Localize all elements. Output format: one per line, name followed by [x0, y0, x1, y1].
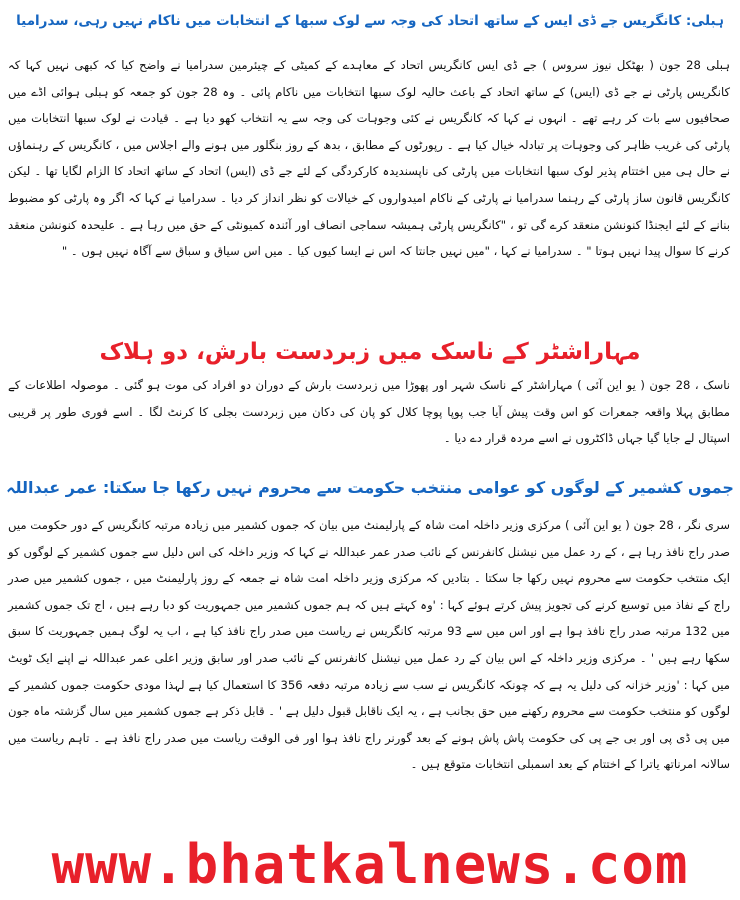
headline-kashmir-omar-abdullah: جموں کشمیر کے لوگوں کو عوامی منتخب حکومت سے محروم نہیں رکھا جا سکتا: عمر عبداللہ	[6, 478, 734, 497]
headline-nashik-rain: مہاراشٹر کے ناسک میں زبردست بارش، دو ہلاک	[99, 339, 641, 365]
article-body-kashmir: سری نگر ، 28 جون ( یو این آئی ) مرکزی وزیر داخلہ امت شاہ کے پارلیمنٹ میں بیان کہ جموں کشمیر میں زیادہ مرتبہ کانگریس کے دور حکومت میں صدر راج نافذ رہا ہے ، کے رد عمل میں نیشنل کانفرنس کے نائب صدر عمر عبداللہ نے کہا کہ وزیر داخلہ کی اس دلیل سے جموں کشمیر کے لوگوں کو ایک منتخب حکومت سے محروم نہیں رکھا جا سکتا ۔ بتادیں کہ مرکزی وزیر داخلہ امت شاہ نے جمعہ کے روز پارلیمنٹ میں ، جموں کشمیر میں صدر راج کے نفاذ میں توسیع کرنے کی تجویز پیش کرتے ہوئے کہا : 'وہ کہتے ہیں کہ ہم جموں کشمیر میں جمہوریت کو دبا رہے ہیں ، اج تک جموں کشمیر میں 132 مرتبہ صدر راج نافذ ہوا ہے اور اس میں سے 93 مرتبہ کانگریس نے ریاست میں صدر راج نافذ کیا ہے ، اب یہ لوگ ہمیں جمہوریت کا سبق سکھا رہے ہیں ' ۔ مرکزی وزیر داخلہ کے اس بیان کے رد عمل میں نیشنل کانفرنس کے نائب صدر اور سابق وزیر اعلی عمر عبداللہ نے اپنے ایک ٹویٹ میں کہا : 'وزیر خزانہ کی دلیل یہ ہے کہ چونکہ کانگریس نے سب سے زیادہ مرتبہ دفعہ 356 کا استعمال کیا ہے لہذا مودی حکومت جموں کشمیر کے لوگوں کو منتخب حکومت سے محروم رکھنے میں حق بجانب ہے ، یہ ایک ناقابل قبول دلیل ہے ' ۔ قابل ذکر ہے جموں کشمیر میں سال گزشتہ ماہ جون میں پی ڈی پی اور بی جے پی کی حکومت پاش پاش ہونے کے بعد گورنر راج نافذ ہوا اور فی الوقت ریاست میں صدر راج نافذ ہے ۔ تاہم ریاست میں سالانہ امرناتھ یاترا کے اختتام کے بعد اسمبلی انتخابات متوقع ہیں ۔	[8, 518, 730, 772]
article-body-hubli: ہبلی 28 جون ( بھٹکل نیوز سروس ) جے ڈی ایس کانگریس اتحاد کے معاہدے کے کمیٹی کے چیئرمین سدرامیا نے واضح کیا کہ کبھی نہیں کہا کہ کانگریس پارٹی نے جے ڈی (ایس) کے ساتھ اتحاد کے باعث حالیہ لوک سبھا انتخابات میں ناکام پائی ۔ وہ 28 جون کو جمعہ کو ہبلی ہوائی اڈے میں صحافیوں سے بات کر رہے تھے ۔ انہوں نے کہا کہ کانگریس نے کئی وجوہات کی وجہ سے یہ انتخاب کھو دیا ہے ۔ قیادت نے لوک سبھا انتخابات میں پارٹی کی غریب ظاہر کی وجوہات پر تبادلہ خیال کیا ہے ۔ رپورٹوں کے مطابق ، بدھ کے روز بنگلور میں ہونے والے اجلاس میں ، کانگریس کے رہنماؤں نے حال ہی میں اختتام پذیر لوک سبھا انتخابات میں پارٹی کی ناپسندیدہ کارکردگی کے لئے جے ڈی (ایس) اتحاد کے ساتھ اتحاد کا الزام لگایا تھا ۔ لیکن کانگریس قانون ساز پارٹی کے رہنما سدرامیا نے پارٹی کے ناکام امیدواروں کے خیالات کو نظر انداز کر دیا ۔ سدرامیا نے کہا کہ اگر وہ پارٹی کو مضبوط بنانے کے لئے ایجنڈا کنونشن منعقد کرے گی تو ، "کانگریس پارٹی ہمیشہ سماجی انصاف اور آئندہ کمیونٹی کے حق میں رہا ہے ۔ علیحدہ کنونشن منعقد کرنے کا سوال پیدا نہیں ہوتا " ۔ سدرامیا نے کہا ، "میں نہیں جانتا کہ اس نے ایسا کیوں کیا ۔ میں اس سیاق و سباق سے آگاہ نہیں ہوں ۔ "	[8, 58, 731, 259]
website-url-banner: www.bhatkalnews.com	[51, 833, 689, 896]
article-body-nashik: ناسک ، 28 جون ( یو این آئی ) مہاراشٹر کے ناسک شہر اور پھوڑا میں زبردست بارش کے دوران دو افراد کی موت ہو گئی ۔ موصولہ اطلاعات کے مطابق پہلا واقعہ جمعرات کو اس وقت پیش آیا جب پوپا پوچا کلال کو پان کی دکان میں زبردست بجلی کا کرنٹ لگا ۔ اسے فوری طور پر قریبی اسپتال لے جایا گیا جہاں ڈاکٹروں نے اسے مردہ قرار دے دیا ۔	[8, 378, 730, 446]
headline-hubli-congress: ہبلی: کانگریس جے ڈی ایس کے ساتھ اتحاد کی وجہ سے لوک سبھا کے انتخابات میں ناکام نہیں رہی، سدرامیا	[16, 13, 724, 29]
